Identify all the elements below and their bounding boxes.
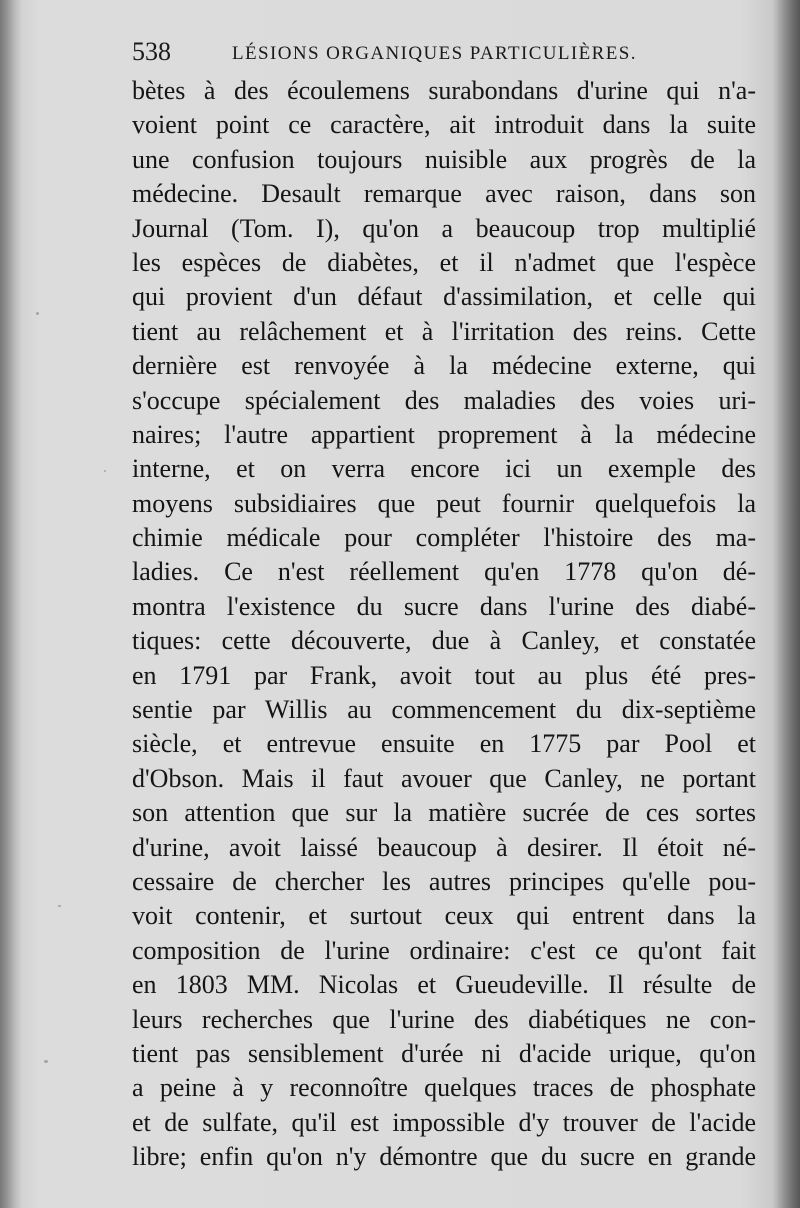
text-line: tient au relâchement et à l'irritation des reins. Cette <box>132 316 756 346</box>
page-edge-shadow <box>772 0 800 1208</box>
text-line: leurs recherches que l'urine des diabétiques ne con- <box>132 1004 756 1034</box>
text-line: les espèces de diabètes, et il n'admet que l'espèce <box>132 247 756 277</box>
text-line: siècle, et entrevue ensuite en 1775 par Pool et <box>132 729 756 759</box>
text-line: son attention que sur la matière sucrée de ces sortes <box>132 798 756 828</box>
text-line: composition de l'urine ordinaire: c'est ce qu'ont fait <box>132 935 756 965</box>
text-line: qui provient d'un défaut d'assimilation, et celle qui <box>132 282 756 312</box>
text-line: naires; l'autre appartient proprement à la médecine <box>132 419 756 449</box>
paper-speck <box>104 470 106 472</box>
text-line: tiques: cette découverte, due à Canley, et constatée <box>132 626 756 656</box>
spine-shadow <box>0 0 22 1208</box>
text-line: cessaire de chercher les autres principes qu'elle pou- <box>132 866 756 896</box>
text-line: voit contenir, et surtout ceux qui entrent dans la <box>132 901 756 931</box>
paper-speck <box>36 312 39 315</box>
page-header <box>132 34 757 70</box>
text-line: d'Obson. Mais il faut avouer que Canley, ne portant <box>132 763 756 793</box>
text-line: libre; enfin qu'on n'y démontre que du sucre en grande <box>132 1142 756 1172</box>
text-line: interne, et on verra encore ici un exemple des <box>132 454 756 484</box>
body-text <box>132 74 756 1175</box>
running-head: LÉSIONS ORGANIQUES PARTICULIÈRES. <box>232 43 637 64</box>
text-line: et de sulfate, qu'il est impossible d'y trouver de l'acide <box>132 1107 756 1137</box>
paper-speck <box>44 1060 48 1063</box>
text-line: médecine. Desault remarque avec raison, dans son <box>132 179 756 209</box>
paper-speck <box>58 905 61 907</box>
text-line: tient pas sensiblement d'urée ni d'acide urique, qu'on <box>132 1038 756 1068</box>
text-line: chimie médicale pour compléter l'histoire des ma- <box>132 523 756 553</box>
text-line: Journal (Tom. I), qu'on a beaucoup trop multiplié <box>132 213 756 243</box>
page-number: 538 <box>132 37 171 66</box>
text-line: une confusion toujours nuisible aux progrès de la <box>132 144 756 174</box>
text-line: en 1791 par Frank, avoit tout au plus été pres- <box>132 660 756 690</box>
text-line: s'occupe spécialement des maladies des voies uri- <box>132 385 756 415</box>
text-line: en 1803 MM. Nicolas et Gueudeville. Il résulte de <box>132 970 756 1000</box>
text-line: ladies. Ce n'est réellement qu'en 1778 qu'on dé- <box>132 557 756 587</box>
text-line: moyens subsidiaires que peut fournir quelquefois la <box>132 488 756 518</box>
text-line: d'urine, avoit laissé beaucoup à desirer. Il étoit né- <box>132 832 756 862</box>
text-line: montra l'existence du sucre dans l'urine des diabé- <box>132 591 756 621</box>
text-line: dernière est renvoyée à la médecine externe, qui <box>132 351 756 381</box>
text-line: voient point ce caractère, ait introduit dans la suite <box>132 110 756 140</box>
text-line: sentie par Willis au commencement du dix-septième <box>132 695 756 725</box>
text-line: a peine à y reconnoître quelques traces de phosphate <box>132 1073 756 1103</box>
text-line: bètes à des écoulemens surabondans d'urine qui n'a- <box>132 76 756 105</box>
